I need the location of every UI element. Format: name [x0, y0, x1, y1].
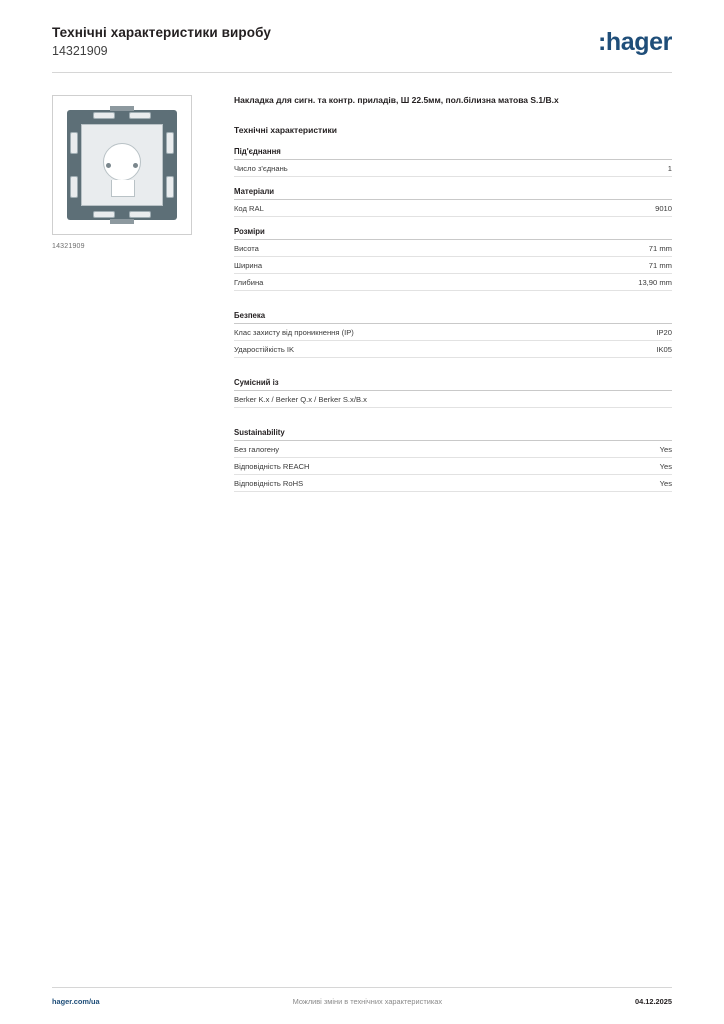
frame-slot-right-top [166, 132, 174, 154]
spec-value: IK05 [656, 344, 672, 354]
spec-group-sustainability [234, 428, 672, 492]
spec-row [234, 160, 672, 177]
spec-group-dimensions [234, 227, 672, 291]
spec-row [234, 257, 672, 274]
spec-row [234, 441, 672, 458]
spec-value: 71 mm [648, 243, 672, 253]
specifications-heading: Технічні характеристики [234, 124, 337, 135]
group-spacer [234, 301, 672, 311]
footer-disclaimer: Можливі зміни в технічних характеристиках [292, 997, 443, 1006]
spec-row [234, 240, 672, 257]
spec-group-safety [234, 311, 672, 358]
spec-label: Клас захисту від проникнення (IP) [234, 327, 354, 337]
spec-label: Без галогену [234, 444, 280, 454]
spec-group-title: Сумісний із [234, 378, 672, 391]
cover-plate-shape [81, 124, 163, 206]
document-body [0, 73, 724, 502]
spec-label: Ширина [234, 260, 263, 270]
spec-value: 9010 [655, 203, 672, 213]
spec-value: IP20 [656, 327, 672, 337]
spec-row [234, 458, 672, 475]
spec-row [234, 324, 672, 341]
spec-label: Висота [234, 243, 259, 253]
spec-group-materials [234, 187, 672, 217]
frame-slot-bottom-left [93, 211, 115, 218]
spec-label: Глибина [234, 277, 264, 287]
product-image-graphic [63, 106, 181, 224]
spec-label: Число з'єднань [234, 163, 288, 173]
compatibility-value: Berker K.x / Berker Q.x / Berker S.x/B.x [234, 391, 672, 408]
spec-value: 1 [667, 163, 672, 173]
spec-row [234, 274, 672, 291]
page-title: Технічні характеристики виробу [52, 25, 271, 40]
document-footer [52, 997, 672, 1006]
product-image [52, 95, 192, 235]
spec-row [234, 341, 672, 358]
spec-group-title: Під'єднання [234, 147, 672, 160]
spec-value: Yes [659, 461, 672, 471]
spec-value: 71 mm [648, 260, 672, 270]
document-header [0, 0, 724, 60]
footer-date: 04.12.2025 [635, 997, 672, 1006]
spec-row [234, 200, 672, 217]
group-spacer [234, 418, 672, 428]
spec-group-compatibility [234, 378, 672, 408]
screw-left-icon [106, 163, 111, 168]
frame-slot-left-bottom [70, 176, 78, 198]
spec-label: Ударостійкість IK [234, 344, 295, 354]
header-titles [52, 22, 271, 60]
article-number: 14321909 [52, 44, 108, 59]
hager-logo: :hager [597, 28, 672, 56]
frame-slot-right-bottom [166, 176, 174, 198]
frame-slot-left-top [70, 132, 78, 154]
frame-slot-top-right [129, 112, 151, 119]
spec-value: Yes [659, 444, 672, 454]
footer-website-link[interactable]: hager.com/ua [52, 997, 100, 1006]
spec-value: 13,90 mm [638, 277, 672, 287]
product-image-caption: 14321909 [52, 243, 85, 251]
frame-slot-bottom-right [129, 211, 151, 218]
screw-right-icon [133, 163, 138, 168]
spec-group-connection [234, 147, 672, 177]
spec-group-title: Sustainability [234, 428, 672, 441]
group-spacer [234, 368, 672, 378]
spec-group-title: Матеріали [234, 187, 672, 200]
cover-plate-cutout [103, 143, 141, 181]
frame-notch-top [110, 106, 134, 111]
spec-row [234, 475, 672, 492]
product-description: Накладка для сигн. та контр. приладів, Ш 22.5мм, пол.білизна матова S.1/B.x [234, 95, 559, 106]
spec-value: Yes [659, 478, 672, 488]
spec-group-title: Розміри [234, 227, 672, 240]
spec-label: Відповідність RoHS [234, 478, 304, 488]
spec-label: Відповідність REACH [234, 461, 310, 471]
product-image-column [52, 95, 212, 502]
spec-label: Код RAL [234, 203, 264, 213]
footer-divider [52, 987, 672, 988]
spec-group-title: Безпека [234, 311, 672, 324]
frame-slot-top-left [93, 112, 115, 119]
frame-notch-bottom [110, 219, 134, 224]
specification-column [212, 95, 672, 502]
